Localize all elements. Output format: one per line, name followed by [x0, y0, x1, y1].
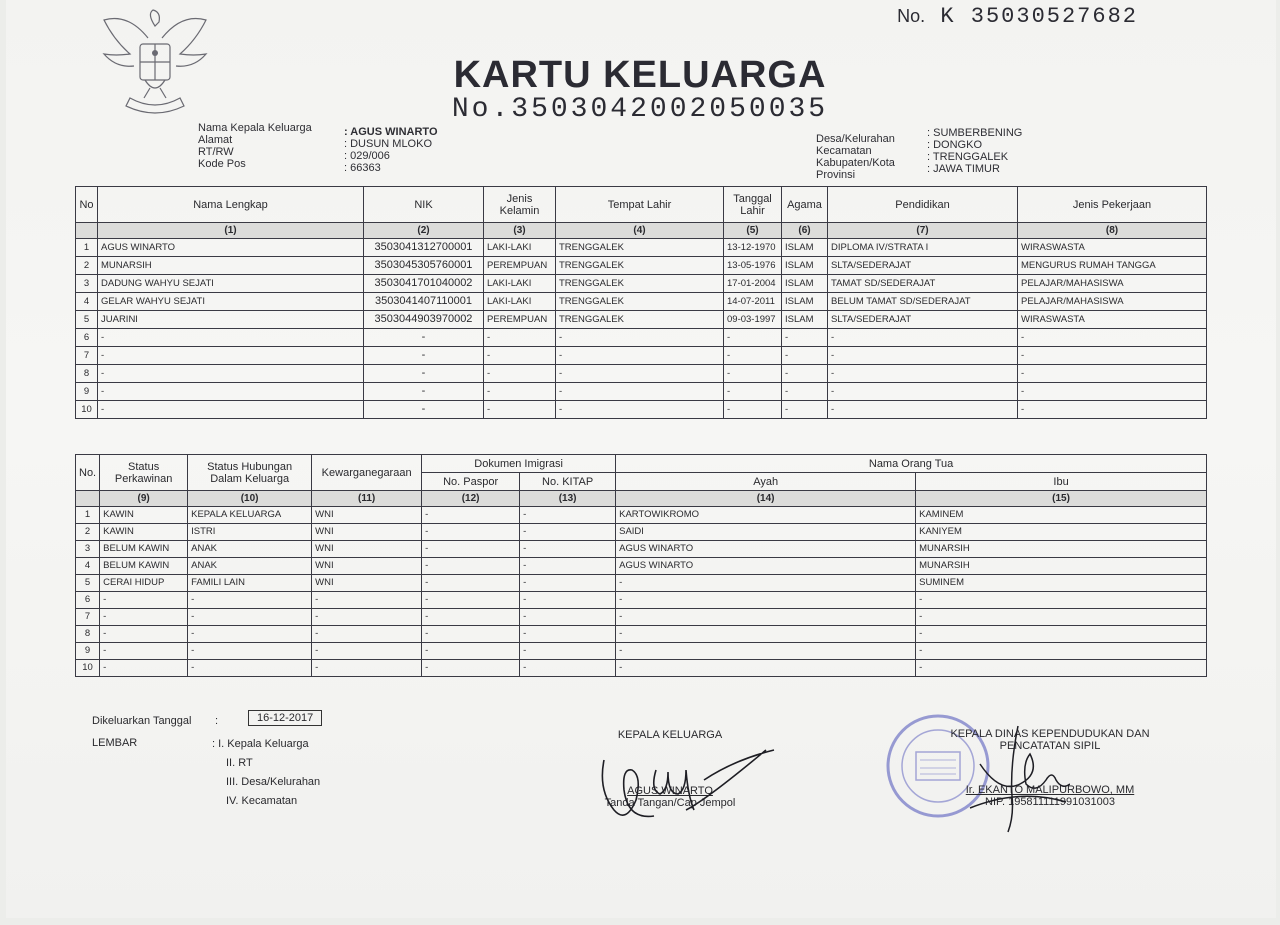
col-header-kewarganegaraan: Kewarganegaraan: [312, 455, 422, 491]
cell-status-hubungan: KEPALA KELUARGA: [188, 507, 312, 524]
lembar-label: LEMBAR: [92, 737, 138, 749]
col-number-status-hubungan: (10): [188, 491, 312, 507]
cell-ayah: -: [616, 592, 916, 609]
cell-kewarganegaraan: -: [312, 592, 422, 609]
cell-agama: ISLAM: [782, 257, 828, 275]
cell-tanggal-lahir: 09-03-1997: [724, 311, 782, 329]
cell-pendidikan: TAMAT SD/SEDERAJAT: [828, 275, 1018, 293]
cell-status-perkawinan: -: [100, 609, 188, 626]
cell-pendidikan: SLTA/SEDERAJAT: [828, 257, 1018, 275]
cell-no-paspor: -: [422, 575, 520, 592]
cell-no: 2: [76, 524, 100, 541]
table-row: [76, 643, 1207, 660]
col-number-nama-lengkap: (1): [98, 223, 364, 239]
cell-nama-lengkap: DADUNG WAHYU SEJATI: [98, 275, 364, 293]
cell-pendidikan: -: [828, 347, 1018, 365]
col-header-jenis-kelamin: Jenis Kelamin: [484, 187, 556, 223]
cell-tempat-lahir: -: [556, 329, 724, 347]
issued-date-value: 16-12-2017: [248, 710, 322, 726]
cell-nik: -: [364, 365, 484, 383]
issued-date-label: Dikeluarkan Tanggal: [92, 715, 192, 727]
cell-jenis-kelamin: -: [484, 347, 556, 365]
kadis-title-line-2: PENCATATAN SIPIL: [999, 740, 1101, 752]
col-header-pendidikan: Pendidikan: [828, 187, 1018, 223]
col-number-agama: (6): [782, 223, 828, 239]
cell-jenis-kelamin: LAKI-LAKI: [484, 293, 556, 311]
cell-ibu: MUNARSIH: [916, 541, 1207, 558]
lembar-list: [212, 735, 320, 811]
cell-no-kitap: -: [520, 660, 616, 677]
table-row: [76, 311, 1207, 329]
cell-no-paspor: -: [422, 541, 520, 558]
cell-agama: -: [782, 365, 828, 383]
cell-jenis-kelamin: LAKI-LAKI: [484, 275, 556, 293]
cell-nama-lengkap: -: [98, 383, 364, 401]
cell-nama-lengkap: -: [98, 329, 364, 347]
cell-no: 4: [76, 293, 98, 311]
col-header-status-hubungan: Status Hubungan Dalam Keluarga: [188, 455, 312, 491]
cell-nik: -: [364, 329, 484, 347]
cell-tanggal-lahir: -: [724, 347, 782, 365]
cell-no: 9: [76, 383, 98, 401]
table-row: [76, 575, 1207, 592]
cell-status-perkawinan: -: [100, 643, 188, 660]
cell-ibu: -: [916, 660, 1207, 677]
cell-status-hubungan: -: [188, 660, 312, 677]
header-left-values: : AGUS WINARTO : DUSUN MLOKO : 029/006 : 66363: [344, 126, 438, 174]
col-number-nik: (2): [364, 223, 484, 239]
table-row: [76, 592, 1207, 609]
cell-tanggal-lahir: -: [724, 329, 782, 347]
cell-ayah: -: [616, 609, 916, 626]
cell-status-perkawinan: KAWIN: [100, 524, 188, 541]
cell-ibu: -: [916, 609, 1207, 626]
kadis-name: Ir. EKANTO MALIPURBOWO, MM: [965, 784, 1135, 796]
cell-jenis-kelamin: PEREMPUAN: [484, 311, 556, 329]
cell-tempat-lahir: -: [556, 383, 724, 401]
cell-agama: -: [782, 383, 828, 401]
col-header-no-kitap: No. KITAP: [520, 473, 616, 491]
cell-pendidikan: DIPLOMA IV/STRATA I: [828, 239, 1018, 257]
cell-agama: ISLAM: [782, 275, 828, 293]
table-row: [76, 558, 1207, 575]
cell-ayah: -: [616, 575, 916, 592]
table-row: [76, 660, 1207, 677]
cell-status-perkawinan: BELUM KAWIN: [100, 541, 188, 558]
table-row: [76, 347, 1207, 365]
cell-ibu: KAMINEM: [916, 507, 1207, 524]
cell-status-hubungan: ANAK: [188, 541, 312, 558]
cell-kewarganegaraan: -: [312, 643, 422, 660]
cell-no: 3: [76, 541, 100, 558]
cell-no: 5: [76, 575, 100, 592]
head-of-family-signature: [596, 740, 776, 830]
cell-ayah: AGUS WINARTO: [616, 558, 916, 575]
cell-pendidikan: BELUM TAMAT SD/SEDERAJAT: [828, 293, 1018, 311]
cell-jenis-pekerjaan: WIRASWASTA: [1018, 239, 1207, 257]
col-number-pendidikan: (7): [828, 223, 1018, 239]
cell-tanggal-lahir: 13-05-1976: [724, 257, 782, 275]
col-number-status-perkawinan: (9): [100, 491, 188, 507]
cell-kewarganegaraan: WNI: [312, 541, 422, 558]
kadis-nip: NIP. 195811111991031003: [985, 796, 1115, 808]
cell-pendidikan: -: [828, 383, 1018, 401]
cell-no-kitap: -: [520, 575, 616, 592]
cell-agama: ISLAM: [782, 311, 828, 329]
cell-jenis-kelamin: -: [484, 329, 556, 347]
cell-jenis-pekerjaan: -: [1018, 347, 1207, 365]
cell-kewarganegaraan: WNI: [312, 558, 422, 575]
cell-status-hubungan: ISTRI: [188, 524, 312, 541]
cell-ayah: -: [616, 626, 916, 643]
cell-nik: -: [364, 383, 484, 401]
cell-status-perkawinan: -: [100, 660, 188, 677]
cell-tempat-lahir: TRENGGALEK: [556, 257, 724, 275]
table-row: [76, 626, 1207, 643]
col-header-tanggal-lahir: Tanggal Lahir: [724, 187, 782, 223]
cell-ayah: -: [616, 643, 916, 660]
col-header-status-perkawinan: Status Perkawinan: [100, 455, 188, 491]
cell-status-hubungan: -: [188, 609, 312, 626]
cell-no: 4: [76, 558, 100, 575]
cell-pendidikan: SLTA/SEDERAJAT: [828, 311, 1018, 329]
col-number-ibu: (15): [916, 491, 1207, 507]
col-header-no: No.: [76, 455, 100, 491]
cell-no: 1: [76, 507, 100, 524]
table-row: [76, 293, 1207, 311]
col-number-jenis-pekerjaan: (8): [1018, 223, 1207, 239]
table-row: [76, 365, 1207, 383]
cell-jenis-pekerjaan: PELAJAR/MAHASISWA: [1018, 293, 1207, 311]
kk-note: Tanda Tangan/Cap Jempol: [604, 797, 736, 809]
cell-no-paspor: -: [422, 592, 520, 609]
cell-status-hubungan: -: [188, 592, 312, 609]
cell-no: 8: [76, 626, 100, 643]
cell-ayah: SAIDI: [616, 524, 916, 541]
table-row: [76, 329, 1207, 347]
col-number-no: [76, 223, 98, 239]
cell-tanggal-lahir: -: [724, 383, 782, 401]
cell-kewarganegaraan: -: [312, 660, 422, 677]
cell-no-paspor: -: [422, 609, 520, 626]
cell-no: 5: [76, 311, 98, 329]
cell-pendidikan: -: [828, 365, 1018, 383]
cell-no: 3: [76, 275, 98, 293]
cell-no: 8: [76, 365, 98, 383]
cell-ayah: KARTOWIKROMO: [616, 507, 916, 524]
cell-no-paspor: -: [422, 507, 520, 524]
col-header-ibu: Ibu: [916, 473, 1207, 491]
cell-tempat-lahir: TRENGGALEK: [556, 293, 724, 311]
cell-nama-lengkap: -: [98, 401, 364, 419]
table-row: [76, 383, 1207, 401]
cell-nama-lengkap: -: [98, 365, 364, 383]
cell-nik: 3503041701040002: [364, 275, 484, 293]
cell-jenis-kelamin: -: [484, 383, 556, 401]
issued-date-colon: :: [215, 715, 219, 727]
cell-nik: 3503041407110001: [364, 293, 484, 311]
table-row: [76, 239, 1207, 257]
cell-no-paspor: -: [422, 558, 520, 575]
family-members-table: [75, 186, 1207, 419]
table-row: [76, 541, 1207, 558]
col-number-kewarganegaraan: (11): [312, 491, 422, 507]
cell-agama: -: [782, 329, 828, 347]
cell-status-perkawinan: -: [100, 592, 188, 609]
lembar-item: III. Desa/Kelurahan: [226, 776, 321, 788]
table-row: [76, 507, 1207, 524]
col-number-tempat-lahir: (4): [556, 223, 724, 239]
cell-jenis-pekerjaan: MENGURUS RUMAH TANGGA: [1018, 257, 1207, 275]
header-left-labels: Nama Kepala Keluarga Alamat RT/RW Kode Pos: [198, 122, 312, 170]
cell-ibu: SUMINEM: [916, 575, 1207, 592]
cell-nik: -: [364, 401, 484, 419]
cell-jenis-kelamin: LAKI-LAKI: [484, 239, 556, 257]
cell-tanggal-lahir: -: [724, 365, 782, 383]
cell-no: 1: [76, 239, 98, 257]
cell-no-paspor: -: [422, 660, 520, 677]
cell-jenis-pekerjaan: PELAJAR/MAHASISWA: [1018, 275, 1207, 293]
table-row: [76, 609, 1207, 626]
cell-tempat-lahir: TRENGGALEK: [556, 275, 724, 293]
cell-no-kitap: -: [520, 524, 616, 541]
cell-status-perkawinan: CERAI HIDUP: [100, 575, 188, 592]
cell-tempat-lahir: TRENGGALEK: [556, 239, 724, 257]
cell-nik: 3503041312700001: [364, 239, 484, 257]
cell-no: 2: [76, 257, 98, 275]
cell-ibu: KANIYEM: [916, 524, 1207, 541]
cell-jenis-pekerjaan: WIRASWASTA: [1018, 311, 1207, 329]
cell-status-hubungan: FAMILI LAIN: [188, 575, 312, 592]
col-header-no-paspor: No. Paspor: [422, 473, 520, 491]
cell-no: 9: [76, 643, 100, 660]
lembar-item: II. RT: [226, 757, 253, 769]
cell-agama: -: [782, 347, 828, 365]
page-title: KARTU KELUARGA: [453, 54, 827, 96]
table-row: [76, 524, 1207, 541]
cell-tanggal-lahir: 14-07-2011: [724, 293, 782, 311]
cell-ibu: -: [916, 626, 1207, 643]
table-row: [76, 257, 1207, 275]
cell-tempat-lahir: -: [556, 347, 724, 365]
cell-jenis-pekerjaan: -: [1018, 365, 1207, 383]
cell-no-kitap: -: [520, 592, 616, 609]
cell-nama-lengkap: JUARINI: [98, 311, 364, 329]
cell-ibu: MUNARSIH: [916, 558, 1207, 575]
cell-jenis-pekerjaan: -: [1018, 401, 1207, 419]
family-status-table: [75, 454, 1207, 677]
col-header-tempat-lahir: Tempat Lahir: [556, 187, 724, 223]
table-row: [76, 401, 1207, 419]
col-header-dokumen-imigrasi: Dokumen Imigrasi: [422, 455, 616, 473]
cell-status-hubungan: -: [188, 626, 312, 643]
cell-tanggal-lahir: -: [724, 401, 782, 419]
header-right-labels: Desa/Kelurahan Kecamatan Kabupaten/Kota Provinsi: [816, 133, 895, 181]
table-row: [76, 275, 1207, 293]
official-signature: [960, 724, 1070, 834]
cell-jenis-kelamin: -: [484, 401, 556, 419]
cell-no: 6: [76, 329, 98, 347]
cell-kewarganegaraan: WNI: [312, 575, 422, 592]
cell-pendidikan: -: [828, 401, 1018, 419]
cell-no-kitap: -: [520, 626, 616, 643]
cell-no-kitap: -: [520, 541, 616, 558]
cell-status-hubungan: ANAK: [188, 558, 312, 575]
cell-nik: -: [364, 347, 484, 365]
cell-no-kitap: -: [520, 507, 616, 524]
col-header-jenis-pekerjaan: Jenis Pekerjaan: [1018, 187, 1207, 223]
col-header-agama: Agama: [782, 187, 828, 223]
cell-tempat-lahir: TRENGGALEK: [556, 311, 724, 329]
col-header-nik: NIK: [364, 187, 484, 223]
col-number-no: [76, 491, 100, 507]
lembar-item: IV. Kecamatan: [226, 795, 298, 807]
kk-name: AGUS WINARTO: [627, 785, 713, 797]
cell-agama: ISLAM: [782, 293, 828, 311]
col-header-no: No: [76, 187, 98, 223]
cell-kewarganegaraan: -: [312, 626, 422, 643]
cell-nama-lengkap: -: [98, 347, 364, 365]
cell-jenis-pekerjaan: -: [1018, 329, 1207, 347]
cell-no-kitap: -: [520, 643, 616, 660]
cell-tanggal-lahir: 13-12-1970: [724, 239, 782, 257]
cell-tempat-lahir: -: [556, 401, 724, 419]
cell-jenis-kelamin: PEREMPUAN: [484, 257, 556, 275]
cell-status-perkawinan: -: [100, 626, 188, 643]
cell-agama: ISLAM: [782, 239, 828, 257]
cell-no: 10: [76, 660, 100, 677]
col-number-tanggal-lahir: (5): [724, 223, 782, 239]
cell-kewarganegaraan: -: [312, 609, 422, 626]
header-right-values: : SUMBERBENING : DONGKO : TRENGGALEK : JAWA TIMUR: [927, 127, 1023, 175]
cell-nama-lengkap: AGUS WINARTO: [98, 239, 364, 257]
cell-ayah: -: [616, 660, 916, 677]
cell-no-kitap: -: [520, 609, 616, 626]
cell-ibu: -: [916, 643, 1207, 660]
col-number-jenis-kelamin: (3): [484, 223, 556, 239]
cell-no: 6: [76, 592, 100, 609]
col-header-nama-orang-tua: Nama Orang Tua: [616, 455, 1207, 473]
cell-no-paspor: -: [422, 643, 520, 660]
cell-status-hubungan: -: [188, 643, 312, 660]
lembar-item: : I. Kepala Keluarga: [212, 738, 309, 750]
cell-kewarganegaraan: WNI: [312, 524, 422, 541]
cell-no-paspor: -: [422, 626, 520, 643]
cell-nik: 3503045305760001: [364, 257, 484, 275]
cell-tanggal-lahir: 17-01-2004: [724, 275, 782, 293]
cell-jenis-pekerjaan: -: [1018, 383, 1207, 401]
cell-kewarganegaraan: WNI: [312, 507, 422, 524]
col-number-no-paspor: (12): [422, 491, 520, 507]
cell-no: 7: [76, 609, 100, 626]
cell-status-perkawinan: KAWIN: [100, 507, 188, 524]
cell-status-perkawinan: BELUM KAWIN: [100, 558, 188, 575]
card-serial-number: No. K 35030527682: [897, 4, 1138, 29]
cell-pendidikan: -: [828, 329, 1018, 347]
cell-nama-lengkap: GELAR WAHYU SEJATI: [98, 293, 364, 311]
cell-agama: -: [782, 401, 828, 419]
family-card-number: No.3503042002050035: [451, 94, 829, 125]
cell-jenis-kelamin: -: [484, 365, 556, 383]
cell-ibu: -: [916, 592, 1207, 609]
cell-ayah: AGUS WINARTO: [616, 541, 916, 558]
cell-no: 10: [76, 401, 98, 419]
cell-no-paspor: -: [422, 524, 520, 541]
cell-no: 7: [76, 347, 98, 365]
cell-tempat-lahir: -: [556, 365, 724, 383]
col-header-nama-lengkap: Nama Lengkap: [98, 187, 364, 223]
cell-no-kitap: -: [520, 558, 616, 575]
kadis-title-line-1: KEPALA DINAS KEPENDUDUKAN DAN: [950, 728, 1150, 740]
kk-title: KEPALA KELUARGA: [617, 729, 723, 741]
col-number-ayah: (14): [616, 491, 916, 507]
col-header-ayah: Ayah: [616, 473, 916, 491]
cell-nik: 3503044903970002: [364, 311, 484, 329]
col-number-no-kitap: (13): [520, 491, 616, 507]
cell-nama-lengkap: MUNARSIH: [98, 257, 364, 275]
